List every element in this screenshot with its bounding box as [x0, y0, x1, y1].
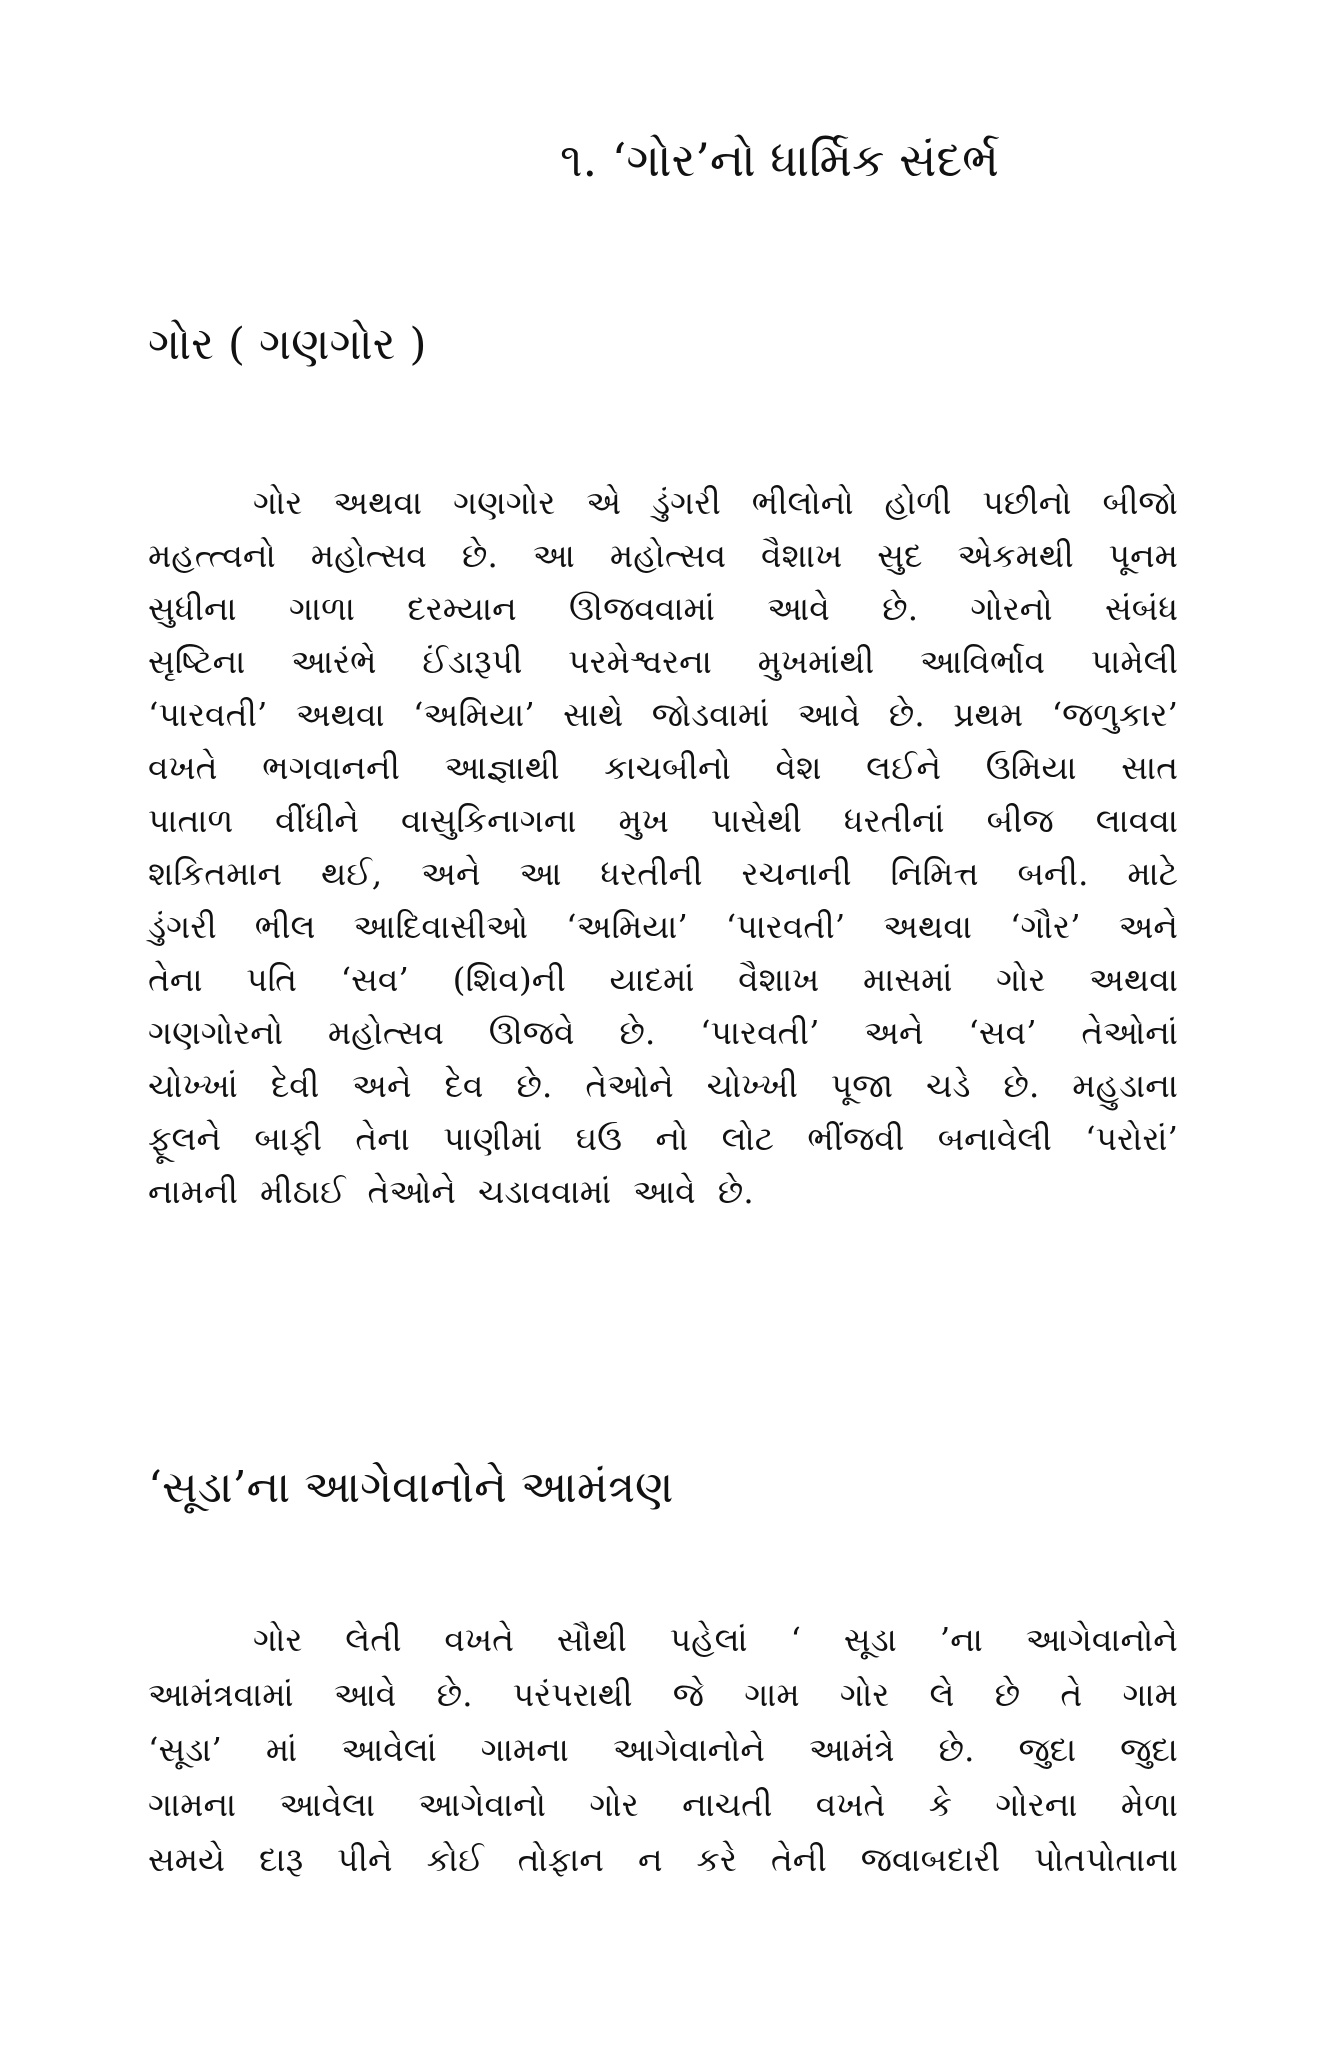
text-line: ચોખ્ખાં દેવી અને દેવ છે. તેઓને ચોખ્ખી પૂજા ચડે છે. મહુડાના	[148, 1066, 1178, 1105]
text-line: ગોર લેતી વખતે સૌથી પહેલાં ‘ સૂડા ’ના આગેવાનોને	[253, 1620, 1178, 1659]
text-line: ગણગોરનો મહોત્સવ ઊજવે છે. ‘પારવતી’ અને ‘સવ’ તેઓનાં	[148, 1013, 1178, 1052]
text-line: મહત્ત્વનો મહોત્સવ છે. આ મહોત્સવ વૈશાખ સુદ એકમથી પૂનમ	[148, 536, 1178, 575]
section-heading-gor: ગોર ( ગણગોર )	[148, 319, 427, 370]
paragraph-suda-invitation	[148, 1612, 1178, 1887]
section-heading-suda-invitation: ‘સૂડા’ના આગેવાનોને આમંત્રણ	[148, 1462, 674, 1513]
text-line: તેના પતિ ‘સવ’ (શિવ)ની યાદમાં વૈશાખ માસમાં ગોર અથવા	[148, 960, 1178, 999]
text-line: શકિતમાન થઈ, અને આ ધરતીની રચનાની નિમિત્ત બની. માટે	[148, 854, 1178, 893]
text-line: આમંત્રવામાં આવે છે. પરંપરાથી જે ગામ ગોર લે છે તે ગામ	[148, 1675, 1178, 1714]
text-line: ગામના આવેલા આગેવાનો ગોર નાચતી વખતે કે ગોરના મેળા	[148, 1785, 1178, 1824]
text-line: સમયે દારૂ પીને કોઈ તોફાન ન કરે તેની જવાબદારી પોતપોતાના	[148, 1840, 1178, 1879]
text-line: ડુંગરી ભીલ આદિવાસીઓ ‘અમિયા’ ‘પારવતી’ અથવા ‘ગૌર’ અને	[148, 907, 1178, 946]
text-line: ફૂલને બાફી તેના પાણીમાં ઘઉ નો લોટ ભીંજવી બનાવેલી ‘પરોરાં’	[148, 1119, 1178, 1158]
paragraph-gor-festival	[148, 476, 1178, 1218]
text-line: સુધીના ગાળા દરમ્યાન ઊજવવામાં આવે છે. ગોરનો સંબંધ	[148, 589, 1178, 628]
text-line: નામની મીઠાઈ તેઓને ચડાવવામાં આવે છે.	[148, 1172, 754, 1211]
text-line: સૃષ્ટિના આરંભે ઈંડારૂપી પરમેશ્વરના મુખમાંથી આવિર્ભાવ પામેલી	[148, 642, 1178, 681]
chapter-title: ૧. ‘ગોર’નો ધાર્મિક સંદર્ભ	[560, 133, 999, 187]
text-line: ગોર અથવા ગણગોર એ ડુંગરી ભીલોનો હોળી પછીનો બીજો	[253, 483, 1178, 522]
text-line: ‘સૂડા’ માં આવેલાં ગામના આગેવાનોને આમંત્રે છે. જુદા જુદા	[148, 1730, 1178, 1769]
text-line: પાતાળ વીંધીને વાસુકિનાગના મુખ પાસેથી ધરતીનાં બીજ લાવવા	[148, 801, 1178, 840]
text-line: વખતે ભગવાનની આજ્ઞાથી કાચબીનો વેશ લઈને ઉમિયા સાત	[148, 748, 1178, 787]
text-line: ‘પારવતી’ અથવા ‘અમિયા’ સાથે જોડવામાં આવે છે. પ્રથમ ‘જળુકાર’	[148, 695, 1178, 734]
